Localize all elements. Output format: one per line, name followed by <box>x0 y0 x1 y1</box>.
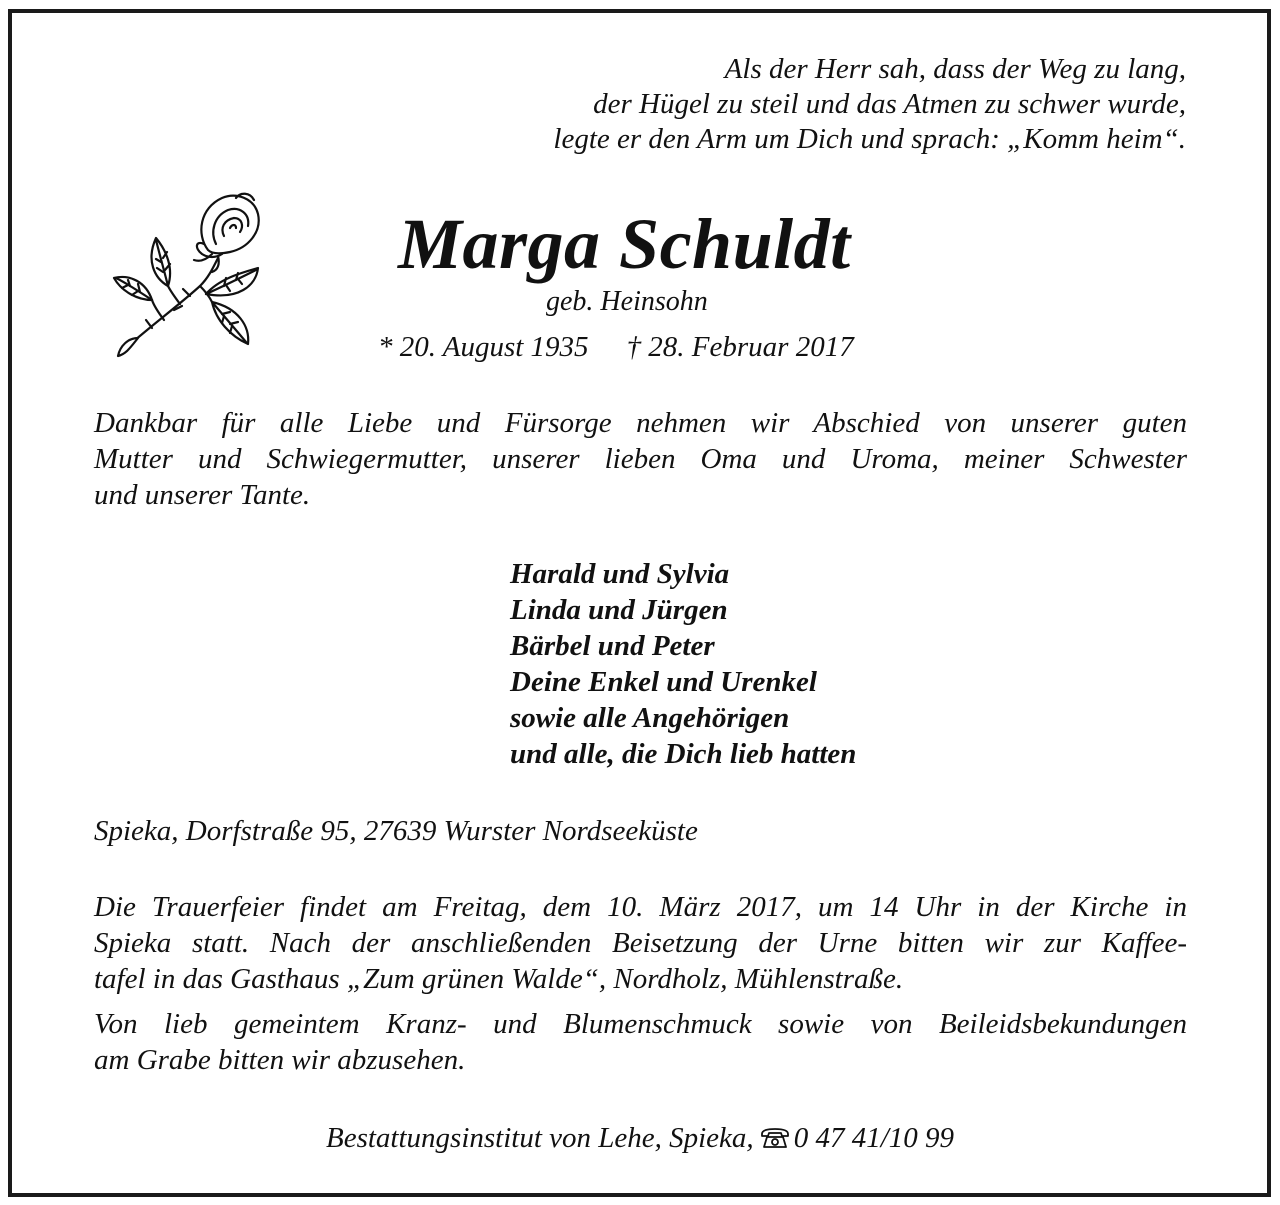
quote-line: legte er den Arm um Dich und sprach: „Komm heim“. <box>553 123 1186 155</box>
birth-date: * 20. August 1935 <box>378 331 589 363</box>
mourner-entry: Linda und Jürgen <box>510 594 728 626</box>
flowers-paragraph <box>94 1006 1187 1078</box>
undertaker-name: Bestattungsinstitut von Lehe, Spieka, <box>325 1122 754 1154</box>
quote-line: Als der Herr sah, dass der Weg zu lang, <box>724 53 1186 85</box>
undertaker-phone: 0 47 41/10 99 <box>793 1122 954 1154</box>
birth-name: geb. Heinsohn <box>546 286 708 317</box>
life-dates <box>378 329 854 365</box>
flowers-line: am Grabe bitten wir abzusehen. <box>94 1044 466 1076</box>
family-address: Spieka, Dorfstraße 95, 27639 Wurster Nordseeküste <box>94 815 698 847</box>
mourner-entry: Harald und Sylvia <box>510 558 730 590</box>
service-line: Die Trauerfeier findet am Freitag, dem 10. März 2017, um 14 Uhr in der Kirche in <box>94 891 1187 923</box>
mourner-entry: sowie alle Angehörigen <box>510 702 790 734</box>
mourners-list <box>510 556 856 772</box>
opening-quote <box>553 52 1186 157</box>
mourner-entry: Deine Enkel und Urenkel <box>510 666 817 698</box>
deceased-name: Marga Schuldt <box>398 204 851 284</box>
thanks-line: Dankbar für alle Liebe und Fürsorge nehmen wir Abschied von unserer guten <box>94 407 1187 439</box>
quote-line: der Hügel zu steil und das Atmen zu schwer wurde, <box>593 88 1186 120</box>
undertaker-line <box>0 1120 1280 1156</box>
thanks-paragraph <box>94 405 1187 513</box>
thanks-line: Mutter und Schwiegermutter, unserer lieben Oma und Uroma, meiner Schwester <box>94 443 1187 475</box>
thanks-line: und unserer Tante. <box>94 479 311 511</box>
flowers-line: Von lieb gemeintem Kranz- und Blumenschmuck sowie von Beileidsbekundungen <box>94 1008 1187 1040</box>
telephone-icon <box>760 1127 790 1149</box>
service-line: tafel in das Gasthaus „Zum grünen Walde“, Nordholz, Mühlenstraße. <box>94 963 904 995</box>
mourner-entry: Bärbel und Peter <box>510 630 715 662</box>
service-paragraph <box>94 889 1187 997</box>
rose-icon <box>108 188 280 360</box>
mourner-entry: und alle, die Dich lieb hatten <box>510 738 857 770</box>
service-line: Spieka statt. Nach der anschließenden Beisetzung der Urne bitten wir zur Kaffee- <box>94 927 1187 959</box>
death-date: † 28. Februar 2017 <box>626 331 854 363</box>
